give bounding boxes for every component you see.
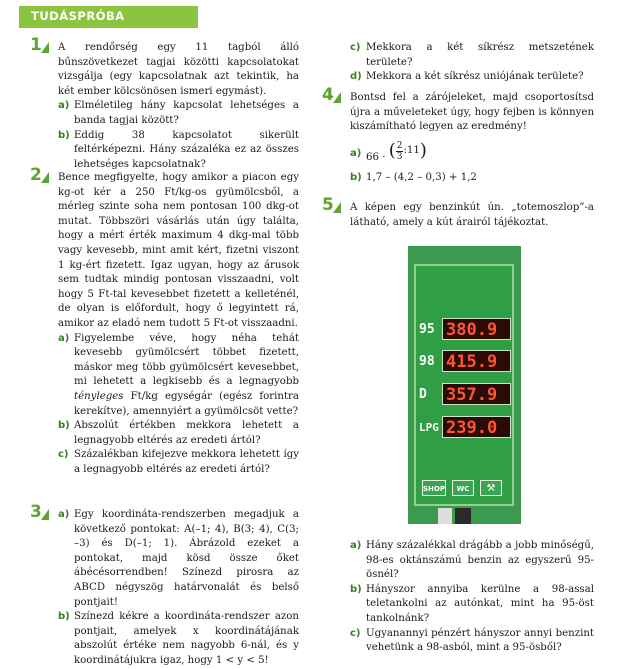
problem-text: A képen egy benzinkút ún. „totemoszlop”-a látható, amely a kút árairól tájékoztat.	[350, 202, 594, 228]
fuel-label: D	[419, 387, 427, 402]
problem-5	[322, 195, 594, 230]
problem-4	[322, 85, 594, 185]
problem-number: 4	[322, 88, 344, 103]
fuel-price: 415.9	[446, 352, 498, 372]
fuel-label: LPG	[419, 421, 439, 434]
shop-sign: SHOP	[422, 480, 446, 496]
subquestion-b: b) Színezd kékre a koordináta-rendszer azon pontjait, amelyek x koordinátájának abszolút értéke nem nagyobb 6-nál, és y koordinátájukra igaz, hogy 1 < y < 5!	[58, 611, 299, 666]
banner-title: TUDÁSPRÓBA	[31, 9, 125, 23]
subquestion-a: a) Hány százalékkal drágább a jobb minőségű, 98-es oktánszámú benzin az egyszerű 95-ösnél?	[350, 540, 594, 581]
subquestion-b: b) Hányszor annyiba kerülne a 98-assal teletankolni az autónkat, mint ha 95-öst tankolnánk?	[350, 583, 594, 624]
subquestion-a: a) Figyelembe véve, hogy néha tehát kevesebb gyümölcsért többet fizetett, máskor meg több gyümölcsért kevesebbet, mi lehetett a legkisebb és a legnagyobb tényleges Ft/kg egységár (egész forintra kerekítve), amennyiért a gyümölcsöt vette?	[58, 332, 299, 417]
price-row-95	[419, 318, 511, 340]
fuel-price-totem-photo	[408, 246, 521, 524]
problem-2	[30, 165, 299, 477]
problem-5-subquestions	[350, 539, 594, 656]
fuel-label: 95	[419, 322, 435, 337]
subquestion-c: c) Ugyanannyi pénzért hányszor annyi benzint vehetünk a 98-asból, mint a 95-ösből?	[350, 627, 594, 654]
problem-number: 1	[30, 38, 52, 53]
subquestion-a: a) Elméletileg hány kapcsolat lehetséges a banda tagjai között?	[58, 100, 299, 126]
fuel-price: 357.9	[446, 385, 498, 405]
wc-sign: WC	[452, 480, 474, 496]
problem-3-subquestion-d: d) Mekkora a két síkrész uniójának területe?	[350, 71, 584, 83]
price-row-98	[419, 350, 511, 372]
fuel-price: 380.9	[446, 320, 498, 340]
problem-number: 2	[30, 168, 52, 183]
problem-number: 3	[30, 505, 52, 520]
fuel-price: 239.0	[446, 418, 498, 438]
problem-text: A rendőrség egy 11 tagból álló bűnszövetkezet tagjai közötti kapcsolatokat vizsgálja (egy kapcsolatnak azt tekintik, ha két ember kölcsönösen ismeri egymást).	[58, 42, 299, 97]
subquestion-b: b) 1,7 – (4,2 – 0,3) + 1,2	[350, 171, 477, 183]
problem-text: Bontsd fel a zárójeleket, majd csoportosítsd újra a műveleteket úgy, hogy fejben is könnyen kiszámítható legyen az eredmény!	[350, 92, 594, 133]
subquestion-a: a) Egy koordináta-rendszerben megadjuk a következő pontokat: A(–1; 4), B(3; 4), C(3; –3) és D(–1; 1). Ábrázold ezeket a pontokat, majd kösd össze őket ábécésorrendben! Színezd pirosra az ABCD négyszög határvonalát és belső pontjait!	[58, 509, 299, 608]
totem-base	[438, 508, 452, 524]
service-wrench-icon: ⚒	[480, 480, 502, 496]
problem-number: 5	[322, 198, 344, 213]
section-banner	[19, 6, 198, 28]
price-row-diesel	[419, 383, 511, 405]
problem-text: Bence megfigyelte, hogy amikor a piacon egy kg-ot kér a 250 Ft/kg-os gyümölcsből, a mérleg szinte soha nem pontosan 100 dkg-ot mutat. Többszöri vásárlás után úgy találta, hogy a mért érték maximum 4 dkg-mal több vagy kevesebb, mint amit kért, fizetni viszont 1 kg-ért fizetett. Igaz ugyan, hogy az árusok sem tudtak mindig pontosan visszaadni, volt hogy 5 Ft-tal kevesebbet fizetett a kelleténél, de olyan is előfordult, hogy ő legyintett rá, amikor az eladó nem tudott 5 Ft-ot visszaadni.	[58, 172, 299, 329]
subquestion-a: a) 66 · ( $\frac{2}{3}$ :11)	[350, 139, 427, 164]
totem-pole	[455, 508, 471, 524]
price-row-lpg	[419, 416, 511, 438]
subquestion-b: b) Abszolút értékben mekkora lehetett a legnagyobb eltérés az eredeti ártól?	[58, 420, 299, 446]
problem-3	[30, 502, 299, 669]
price-panel	[414, 264, 514, 506]
subquestion-b: b) Eddig 38 kapcsolatot sikerült feltérképezni. Hány százaléka ez az összes lehetséges kapcsolatnak?	[58, 129, 299, 170]
problem-1	[30, 35, 299, 172]
problem-3-subquestion-c: c) Mekkora a két síkrész metszetének területe?	[350, 42, 594, 68]
subquestion-c: c) Százalékban kifejezve mekkora lehetett így a legnagyobb eltérés az eredeti ártól?	[58, 449, 299, 475]
fraction: $\frac{2}{3}$	[396, 140, 403, 162]
fuel-label: 98	[419, 354, 435, 369]
